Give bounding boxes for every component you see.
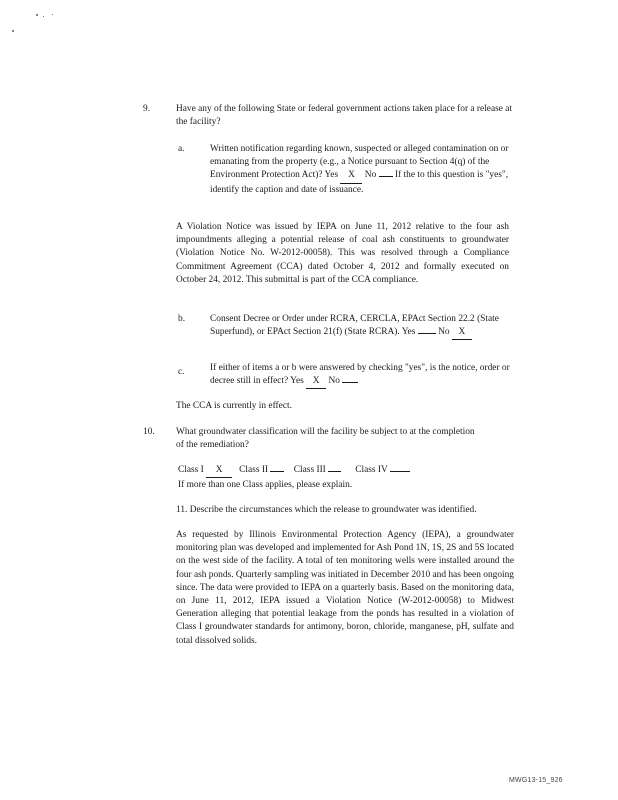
q10-class-ii-label: Class II bbox=[239, 465, 269, 475]
q9-text: Have any of the following State or federal government actions taken place for a release at the facility? bbox=[176, 104, 513, 128]
q10-class-row bbox=[178, 464, 410, 478]
q9c-response: The CCA is currently in effect. bbox=[176, 401, 292, 411]
q9b-text-main: Consent Decree or Order under RCRA, CERCLA, EPAct Section 22.2 (State Superfund), or EPAct Section 21(f) (State RCRA). Yes bbox=[210, 314, 499, 338]
q10-class-iv-label: Class IV bbox=[355, 465, 388, 475]
scan-speck bbox=[12, 30, 14, 32]
q10-text: What groundwater classification will the facility be subject to at the completion of the remediation? bbox=[176, 427, 475, 451]
q10-class-i-label: Class I bbox=[178, 465, 204, 475]
q9c-yes-blank[interactable]: X bbox=[306, 375, 326, 389]
q10-number: 10. bbox=[143, 427, 155, 437]
q9c-no-label: No bbox=[328, 376, 340, 387]
q9b-no-blank[interactable]: X bbox=[452, 326, 472, 340]
q9a-no-label: No bbox=[364, 170, 377, 181]
scan-speck bbox=[36, 14, 38, 16]
q9a-yes-blank[interactable]: X bbox=[340, 169, 362, 183]
scan-speck bbox=[52, 14, 53, 15]
scan-speck bbox=[43, 16, 44, 17]
q10-class-iv-blank[interactable] bbox=[390, 471, 410, 472]
q9b-text bbox=[210, 313, 510, 340]
q9a-text-after: If the to this question is "yes", identify the caption and date of issuance. bbox=[210, 170, 509, 195]
q9b-label: b. bbox=[178, 314, 186, 324]
q9a-text-before: Written notification regarding known, suspected or alleged contamination on or emanating from the property (e.g., a Notice pursuant to Section 4(q) of the Environment Protection Act)? Yes bbox=[210, 144, 509, 181]
q10-class-i-blank[interactable]: X bbox=[206, 464, 232, 478]
q10-class-iii-blank[interactable] bbox=[328, 471, 341, 472]
q9c-no-blank[interactable] bbox=[342, 382, 358, 383]
bates-number: MWG13-15_926 bbox=[509, 777, 563, 784]
q9a-text bbox=[210, 143, 510, 197]
q10-class-ii-blank[interactable] bbox=[270, 471, 284, 472]
q9c-text-main: If either of items a or b were answered by checking "yes", is the notice, order or decree still in effect? Yes bbox=[210, 363, 510, 387]
q9a-no-blank[interactable] bbox=[379, 176, 393, 177]
q9b-no-label: No bbox=[438, 327, 450, 338]
q9b-yes-blank[interactable] bbox=[418, 333, 436, 334]
q9a-label: a. bbox=[178, 144, 185, 154]
q9c-label: c. bbox=[178, 367, 185, 377]
q9-number: 9. bbox=[143, 104, 151, 114]
q11-text: 11. Describe the circumstances which the release to groundwater was identified. bbox=[176, 505, 477, 515]
q10-class-iii-label: Class III bbox=[293, 465, 326, 475]
q9a-response: A Violation Notice was issued by IEPA on June 11, 2012 relative to the four ash impoundments alleging a potential release of coal ash constituents to groundwater (Violation Notice No. W-2012-00058). This was resolved through a Compliance Commitment Agreement (CCA) dated October 4, 2012 and formally executed on October 24, 2012. This submittal is part of the CCA compliance. bbox=[176, 222, 509, 285]
q9c-text bbox=[210, 362, 510, 389]
q11-response: As requested by Illinois Environmental Protection Agency (IEPA), a groundwater monitoring plan was developed and implemented for Ash Pond 1N, 1S, 2S and 5S located on the west side of the facility. A total of ten monitoring wells were installed around the four ash ponds. Quarterly sampling was initiated in December 2010 and has been ongoing since. The data were provided to IEPA on a quarterly basis. Based on the monitoring data, on June 11, 2012, IEPA issued a Violation Notice (W-2012-00058) to Midwest Generation alleging that potential leakage from the ponds has resulted in a violation of Class I groundwater standards for antimony, boron, chloride, manganese, pH, sulfate and total dissolved solids. bbox=[176, 530, 514, 646]
q10-note: If more than one Class applies, please explain. bbox=[178, 480, 353, 490]
